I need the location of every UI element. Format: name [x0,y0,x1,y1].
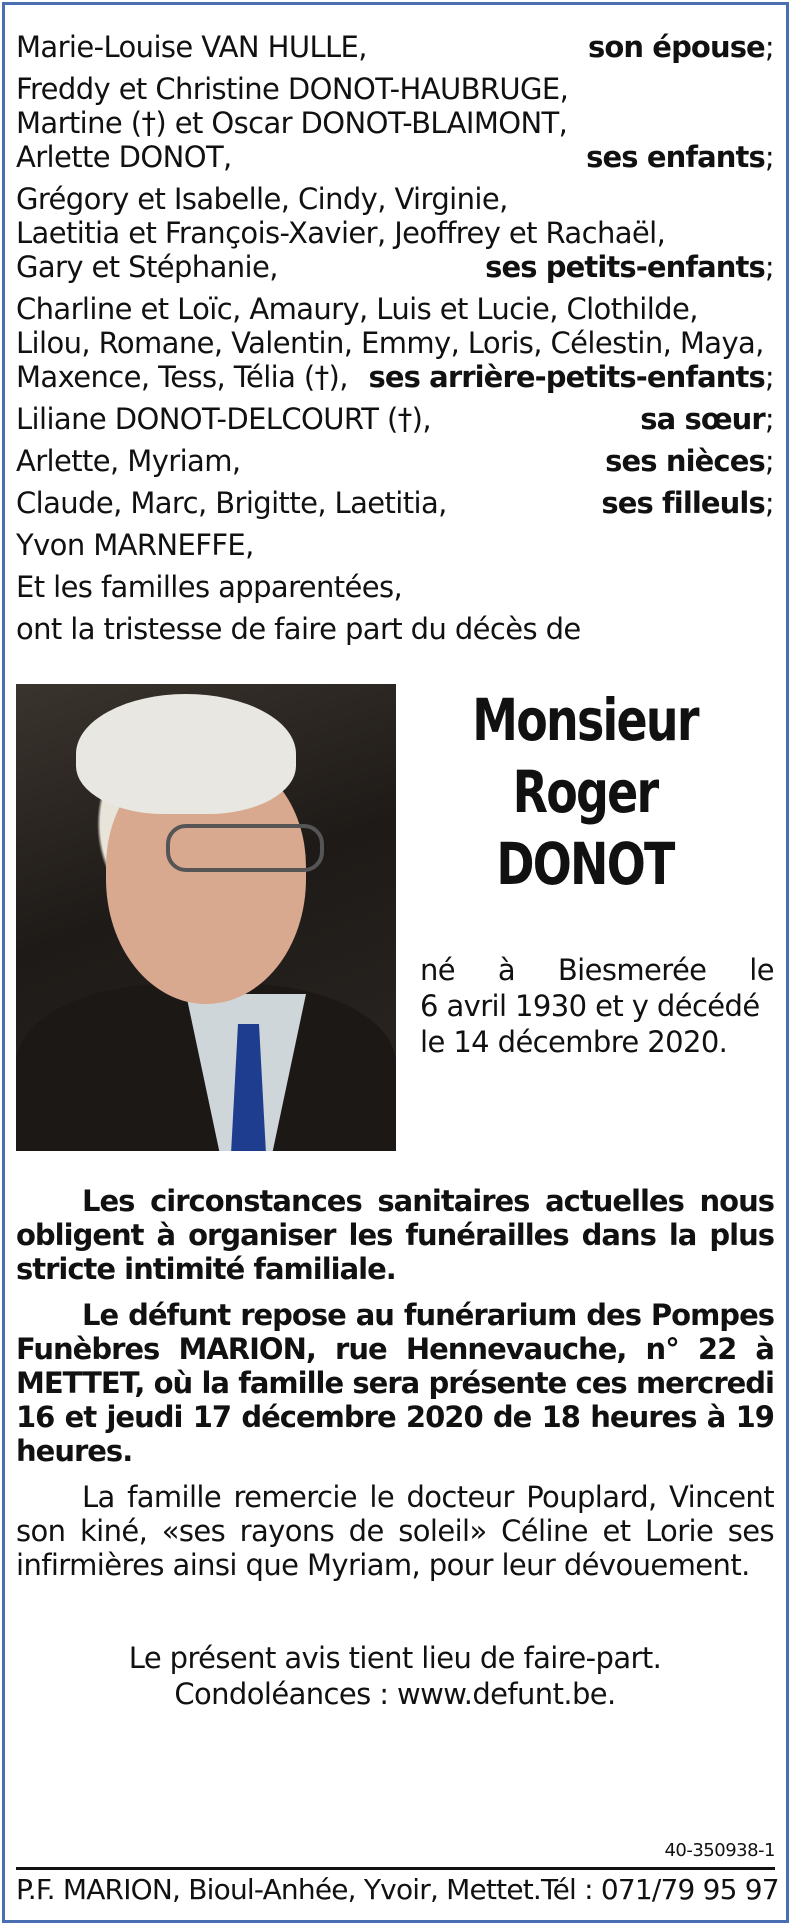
paragraph-circumstances: Les circonstances sanitaires actuelles nous obligent à organiser les funérailles dans la plus stricte intimité familiale. [16,1184,774,1286]
footer-divider [16,1867,775,1870]
announcement-intro: ont la tristesse de faire part du décès de [16,612,581,646]
extra-line: Et les familles apparentées, [16,570,403,604]
footer-phone: Tél : 071/79 95 97 [541,1873,779,1906]
deceased-last-name: DONOT [496,830,674,898]
deceased-name [419,684,752,900]
relation-label: ses filleuls [601,486,765,520]
relation-label: ses petits-enfants [485,250,765,284]
deceased-title: Monsieur [472,686,698,754]
family-line: Grégory et Isabelle, Cindy, Virginie, [16,182,508,216]
deceased-first-name: Roger [512,758,658,826]
condolences-line: Condoléances : www.defunt.be. [174,1677,616,1711]
paragraph-thanks: La famille remercie le docteur Pouplard, Vincent son kiné, «ses rayons de soleil» Céline et Lorie ses infirmières ainsi que Myriam, pour leur dévouement. [16,1480,774,1582]
family-line: Marie-Louise VAN HULLE, [16,30,367,64]
family-group-children: Freddy et Christine DONOT-HAUBRUGE, Martine (†) et Oscar DONOT-BLAIMONT, Arlette DONOT, ses enfants; [16,72,774,174]
footer-funeral-director [16,1873,779,1906]
relation-label: ses nièces [605,444,765,478]
family-line: Laetitia et François-Xavier, Jeoffrey et Rachaël, [16,216,666,250]
family-group-nieces: Arlette, Myriam, ses nièces; [16,444,774,478]
deceased-section [16,684,774,1184]
family-group-spouse: Marie-Louise VAN HULLE, son épouse; [16,30,774,64]
obituary-content [16,30,774,1712]
relation-label: ses enfants [586,140,765,174]
family-line: Maxence, Tess, Télia (†), [16,360,348,394]
family-line: Lilou, Romane, Valentin, Emmy, Loris, Célestin, Maya, [16,326,764,360]
family-line: Liliane DONOT-DELCOURT (†), [16,402,431,436]
relation-label: ses arrière-petits-enfants [368,360,765,394]
family-line: Arlette, Myriam, [16,444,241,478]
extra-line: Yvon MARNEFFE, [16,528,254,562]
family-group-godchildren: Claude, Marc, Brigitte, Laetitia, ses filleuls; [16,486,774,520]
family-line: Charline et Loïc, Amaury, Luis et Lucie, Clothilde, [16,292,698,326]
closing-note [16,1640,774,1712]
family-group-sister: Liliane DONOT-DELCOURT (†), sa sœur; [16,402,774,436]
birth-death-info: né à Biesmerée le 6 avril 1930 et y décédé le 14 décembre 2020. [420,953,774,1059]
family-line: Freddy et Christine DONOT-HAUBRUGE, [16,72,569,106]
closing-line: Le présent avis tient lieu de faire-part. [128,1641,662,1675]
family-line: Arlette DONOT, [16,140,232,174]
reference-number: 40-350938-1 [664,1840,775,1861]
relation-label: son épouse [587,30,765,64]
family-group-grandchildren: Grégory et Isabelle, Cindy, Virginie, Laetitia et François-Xavier, Jeoffrey et Rachaël, Gary et Stéphanie, ses petits-enfants; [16,182,774,284]
family-line: Gary et Stéphanie, [16,250,278,284]
family-line: Claude, Marc, Brigitte, Laetitia, [16,486,447,520]
footer-address: P.F. MARION, Bioul-Anhée, Yvoir, Mettet. [16,1873,542,1906]
relation-label: sa sœur [640,402,765,436]
family-line: Martine (†) et Oscar DONOT-BLAIMONT, [16,106,568,140]
portrait-photo [16,684,396,1151]
paragraph-funeral-home: Le défunt repose au funérarium des Pompes Funèbres MARION, rue Hennevauche, n° 22 à METTET, où la famille sera présente ces mercredi 16 et jeudi 17 décembre 2020 de 18 heures à 19 heures. [16,1298,774,1468]
family-group-great-grandchildren: Charline et Loïc, Amaury, Luis et Lucie, Clothilde, Lilou, Romane, Valentin, Emmy, Loris, Célestin, Maya, Maxence, Tess, Télia (†), ses arrière-petits-enfants; [16,292,774,394]
